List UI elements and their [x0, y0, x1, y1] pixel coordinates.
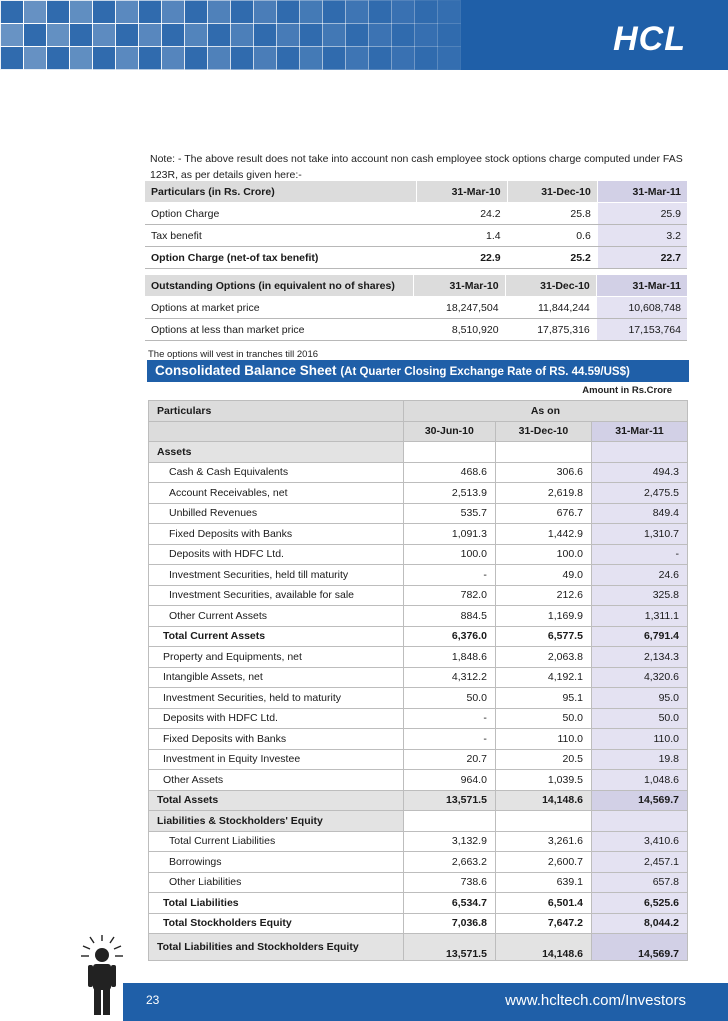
table-row — [149, 606, 688, 627]
table-row — [149, 524, 688, 545]
header-square — [184, 23, 208, 47]
cell: 110.0 — [495, 729, 591, 750]
cell: 657.8 — [591, 872, 687, 893]
row-label: Other Assets — [149, 770, 404, 791]
header-square — [23, 0, 47, 24]
cell: 17,875,316 — [505, 319, 596, 341]
row-label: Deposits with HDFC Ltd. — [149, 708, 404, 729]
row-label: Cash & Cash Equivalents — [149, 462, 404, 483]
person-icon — [78, 935, 126, 1015]
cell: 24.2 — [417, 203, 507, 225]
table-row — [145, 203, 687, 225]
vest-note: The options will vest in tranches till 2016 — [148, 349, 319, 360]
header-square — [322, 0, 346, 24]
cell: 6,534.7 — [403, 893, 495, 914]
header-square — [230, 0, 254, 24]
cell: 1.4 — [417, 225, 507, 247]
cell: 13,571.5 — [403, 790, 495, 811]
header-square — [230, 23, 254, 47]
row-label: Options at market price — [145, 297, 414, 319]
row-label: Intangible Assets, net — [149, 667, 404, 688]
header-square — [391, 23, 415, 47]
col-header: Particulars (in Rs. Crore) — [145, 181, 417, 203]
header-square — [345, 46, 369, 70]
header-band — [0, 0, 728, 70]
note-text: Note: - The above result does not take into account non cash employee stock options charge computed under FAS 123R, as per details given here:- — [150, 153, 683, 181]
cell: 13,571.5 — [403, 934, 495, 961]
header-square — [368, 0, 392, 24]
balance-sheet-title-bar — [147, 360, 689, 382]
table-row — [149, 729, 688, 750]
cell: 25.2 — [507, 247, 597, 269]
cell: 25.8 — [507, 203, 597, 225]
header-square — [276, 0, 300, 24]
cell — [403, 442, 495, 463]
cell: 10,608,748 — [596, 297, 687, 319]
cell: 100.0 — [403, 544, 495, 565]
cell: 2,600.7 — [495, 852, 591, 873]
header-square — [161, 23, 185, 47]
row-label: Investment Securities, available for sale — [149, 585, 404, 606]
cell: 50.0 — [403, 688, 495, 709]
header-square — [299, 23, 323, 47]
cell: - — [403, 565, 495, 586]
cell: 3,132.9 — [403, 831, 495, 852]
header-square — [345, 23, 369, 47]
cell: 535.7 — [403, 503, 495, 524]
table-header-row — [149, 401, 688, 422]
table-row — [149, 585, 688, 606]
table-row — [149, 872, 688, 893]
header-square — [414, 46, 438, 70]
table-row — [145, 319, 687, 341]
table-row — [149, 442, 688, 463]
header-square — [207, 23, 231, 47]
cell: 676.7 — [495, 503, 591, 524]
cell: - — [403, 729, 495, 750]
col-header: 31-Mar-10 — [417, 181, 507, 203]
cell: 6,577.5 — [495, 626, 591, 647]
cell: 17,153,764 — [596, 319, 687, 341]
table-row — [145, 247, 687, 269]
header-square — [253, 46, 277, 70]
cell: 7,647.2 — [495, 913, 591, 934]
balance-sheet-subtitle: (At Quarter Closing Exchange Rate of RS. 44.59/US$) — [340, 366, 630, 378]
cell: 95.1 — [495, 688, 591, 709]
header-square — [23, 46, 47, 70]
cell — [403, 811, 495, 832]
header-square — [46, 46, 70, 70]
header-square — [115, 46, 139, 70]
row-label: Unbilled Revenues — [149, 503, 404, 524]
cell: 18,247,504 — [414, 297, 505, 319]
cell: 884.5 — [403, 606, 495, 627]
header-square — [414, 0, 438, 24]
balance-sheet-title: Consolidated Balance Sheet — [155, 363, 337, 378]
row-label: Total Current Assets — [149, 626, 404, 647]
row-label: Total Current Liabilities — [149, 831, 404, 852]
cell: 4,312.2 — [403, 667, 495, 688]
header-square — [115, 0, 139, 24]
header-square — [92, 0, 116, 24]
header-square — [161, 0, 185, 24]
cell: 3,261.6 — [495, 831, 591, 852]
cell: 0.6 — [507, 225, 597, 247]
cell: 50.0 — [591, 708, 687, 729]
row-label: Account Receivables, net — [149, 483, 404, 504]
cell: 2,663.2 — [403, 852, 495, 873]
footer-band — [123, 983, 728, 1021]
cell: 50.0 — [495, 708, 591, 729]
header-square — [69, 0, 93, 24]
cell — [591, 811, 687, 832]
cell — [591, 442, 687, 463]
table-row — [149, 544, 688, 565]
header-square — [391, 0, 415, 24]
header-square — [437, 46, 461, 70]
cell: 306.6 — [495, 462, 591, 483]
cell: 6,376.0 — [403, 626, 495, 647]
row-label: Deposits with HDFC Ltd. — [149, 544, 404, 565]
table-row — [149, 565, 688, 586]
cell: 8,510,920 — [414, 319, 505, 341]
col-header: 31-Dec-10 — [507, 181, 597, 203]
cell: 49.0 — [495, 565, 591, 586]
cell: 14,569.7 — [591, 790, 687, 811]
cell: 1,848.6 — [403, 647, 495, 668]
option-charge-table — [145, 181, 687, 269]
col-header: 31-Mar-11 — [597, 181, 687, 203]
cell: 494.3 — [591, 462, 687, 483]
cell: 1,039.5 — [495, 770, 591, 791]
cell: 14,148.6 — [495, 790, 591, 811]
row-label: Liabilities & Stockholders' Equity — [149, 811, 404, 832]
cell: 4,320.6 — [591, 667, 687, 688]
row-label: Investment Securities, held till maturity — [149, 565, 404, 586]
cell: 3.2 — [597, 225, 687, 247]
page-number: 23 — [146, 993, 160, 1007]
table-row — [149, 688, 688, 709]
header-square — [437, 23, 461, 47]
cell: 24.6 — [591, 565, 687, 586]
cell: 325.8 — [591, 585, 687, 606]
row-label: Option Charge (net-of tax benefit) — [145, 247, 417, 269]
header-square — [322, 46, 346, 70]
col-header: Outstanding Options (in equivalent no of shares) — [145, 275, 414, 297]
row-label: Property and Equipments, net — [149, 647, 404, 668]
amount-note: Amount in Rs.Crore — [582, 385, 672, 396]
investors-link[interactable]: www.hcltech.com/Investors — [505, 992, 686, 1009]
col-header: 31-Dec-10 — [505, 275, 596, 297]
row-label: Option Charge — [145, 203, 417, 225]
cell: 2,457.1 — [591, 852, 687, 873]
table-row — [145, 225, 687, 247]
cell: - — [591, 544, 687, 565]
row-label: Investment in Equity Investee — [149, 749, 404, 770]
header-square — [299, 46, 323, 70]
cell: 20.5 — [495, 749, 591, 770]
cell: 782.0 — [403, 585, 495, 606]
cell: 212.6 — [495, 585, 591, 606]
header-square — [46, 0, 70, 24]
cell: 1,442.9 — [495, 524, 591, 545]
row-label: Total Stockholders Equity — [149, 913, 404, 934]
cell: 11,844,244 — [505, 297, 596, 319]
header-square — [92, 46, 116, 70]
cell: 1,091.3 — [403, 524, 495, 545]
as-on-header: As on — [403, 401, 687, 422]
cell: 2,063.8 — [495, 647, 591, 668]
cell: 6,501.4 — [495, 893, 591, 914]
header-square — [207, 0, 231, 24]
table-row — [149, 647, 688, 668]
row-label: Assets — [149, 442, 404, 463]
cell: 964.0 — [403, 770, 495, 791]
header-square — [368, 46, 392, 70]
table-row — [145, 297, 687, 319]
cell: 4,192.1 — [495, 667, 591, 688]
header-square — [253, 23, 277, 47]
date-header: 31-Mar-11 — [591, 421, 687, 442]
header-square — [23, 23, 47, 47]
header-square — [276, 46, 300, 70]
outstanding-options-table — [145, 275, 687, 341]
cell: 468.6 — [403, 462, 495, 483]
header-square — [322, 23, 346, 47]
row-label: Investment Securities, held to maturity — [149, 688, 404, 709]
header-square — [138, 0, 162, 24]
cell: 22.7 — [597, 247, 687, 269]
table-row — [149, 667, 688, 688]
header-square — [230, 46, 254, 70]
row-label: Fixed Deposits with Banks — [149, 729, 404, 750]
header-square — [253, 0, 277, 24]
cell: 3,410.6 — [591, 831, 687, 852]
row-label: Other Current Assets — [149, 606, 404, 627]
cell: 110.0 — [591, 729, 687, 750]
table-row — [149, 749, 688, 770]
cell: 14,569.7 — [591, 934, 687, 961]
cell: 8,044.2 — [591, 913, 687, 934]
table-row — [149, 483, 688, 504]
header-square — [184, 0, 208, 24]
header-square — [0, 46, 24, 70]
header-square — [345, 0, 369, 24]
row-label: Fixed Deposits with Banks — [149, 524, 404, 545]
header-square — [138, 23, 162, 47]
row-label: Total Liabilities and Stockholders Equity — [149, 934, 404, 961]
row-label: Borrowings — [149, 852, 404, 873]
table-row — [149, 708, 688, 729]
date-header: 31-Dec-10 — [495, 421, 591, 442]
table-row — [149, 770, 688, 791]
row-label: Options at less than market price — [145, 319, 414, 341]
header-square — [391, 46, 415, 70]
cell: 2,619.8 — [495, 483, 591, 504]
header-square — [276, 23, 300, 47]
table-row — [149, 462, 688, 483]
row-label: Total Assets — [149, 790, 404, 811]
header-square — [138, 46, 162, 70]
cell: 849.4 — [591, 503, 687, 524]
table-row — [149, 934, 688, 961]
cell — [495, 811, 591, 832]
table-row — [149, 893, 688, 914]
header-square — [299, 0, 323, 24]
header-square — [69, 46, 93, 70]
cell: 6,525.6 — [591, 893, 687, 914]
cell: 639.1 — [495, 872, 591, 893]
table-row — [149, 913, 688, 934]
balance-sheet-table — [148, 400, 688, 961]
table-row — [149, 831, 688, 852]
row-label: Total Liabilities — [149, 893, 404, 914]
cell: 20.7 — [403, 749, 495, 770]
header-square — [0, 23, 24, 47]
header-square — [184, 46, 208, 70]
hcl-logo: HCL — [613, 20, 686, 58]
cell: 2,475.5 — [591, 483, 687, 504]
cell: - — [403, 708, 495, 729]
cell: 1,048.6 — [591, 770, 687, 791]
cell: 100.0 — [495, 544, 591, 565]
table-row — [149, 626, 688, 647]
cell: 738.6 — [403, 872, 495, 893]
col-header: 31-Mar-10 — [414, 275, 505, 297]
header-square — [92, 23, 116, 47]
cell: 25.9 — [597, 203, 687, 225]
cell: 1,169.9 — [495, 606, 591, 627]
header-square — [69, 23, 93, 47]
cell: 95.0 — [591, 688, 687, 709]
cell: 22.9 — [417, 247, 507, 269]
particulars-header: Particulars — [149, 401, 404, 422]
table-date-row — [149, 421, 688, 442]
cell: 2,134.3 — [591, 647, 687, 668]
blank-header — [149, 421, 404, 442]
header-square — [46, 23, 70, 47]
cell — [495, 442, 591, 463]
table-row — [149, 503, 688, 524]
cell: 6,791.4 — [591, 626, 687, 647]
table-row — [149, 790, 688, 811]
col-header: 31-Mar-11 — [596, 275, 687, 297]
table-row — [149, 811, 688, 832]
cell: 14,148.6 — [495, 934, 591, 961]
cell: 1,310.7 — [591, 524, 687, 545]
cell: 7,036.8 — [403, 913, 495, 934]
cell: 19.8 — [591, 749, 687, 770]
row-label: Other Liabilities — [149, 872, 404, 893]
cell: 1,311.1 — [591, 606, 687, 627]
date-header: 30-Jun-10 — [403, 421, 495, 442]
cell: 2,513.9 — [403, 483, 495, 504]
header-square — [115, 23, 139, 47]
header-square — [161, 46, 185, 70]
header-square — [368, 23, 392, 47]
header-square — [207, 46, 231, 70]
header-square — [437, 0, 461, 24]
header-square — [0, 0, 24, 24]
header-square — [414, 23, 438, 47]
table-row — [149, 852, 688, 873]
row-label: Tax benefit — [145, 225, 417, 247]
